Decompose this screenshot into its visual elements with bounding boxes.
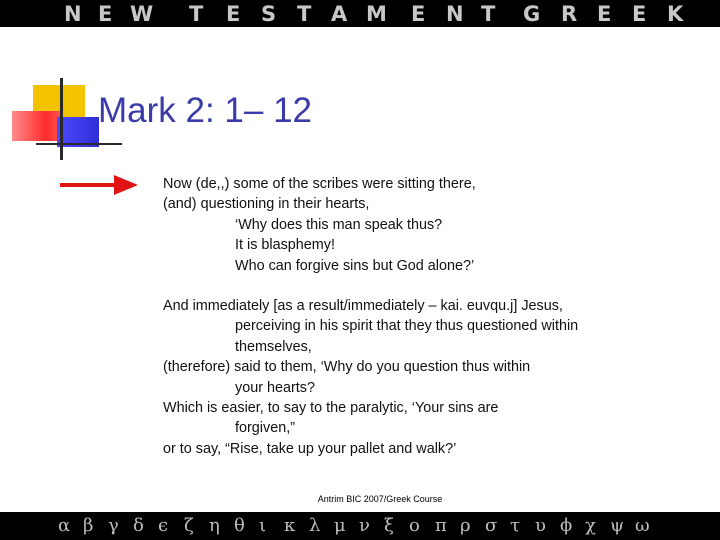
header-letter: N: [64, 2, 82, 26]
header-letter: E: [632, 2, 647, 26]
greek-letter: ο: [409, 515, 420, 536]
greek-letter: τ: [510, 515, 520, 536]
header-letter: T: [297, 2, 312, 26]
logo-red-square: [12, 111, 60, 141]
header-letter: K: [667, 2, 684, 26]
greek-letter: ϕ: [560, 515, 573, 536]
greek-letter: σ: [485, 515, 498, 536]
passage-line: (therefore) said to them, ‘Why do you question thus within: [163, 359, 531, 376]
passage-line: Now (de,,) some of the scribes were sitting there,: [163, 176, 476, 192]
passage-line: Which is easier, to say to the paralytic, ‘Your sins are: [163, 400, 499, 417]
greek-letter: α: [58, 515, 71, 536]
header-letter: G: [523, 2, 541, 26]
logo-vertical-line: [60, 78, 63, 160]
passage-line: or to say, “Rise, take up your pallet and walk?’: [163, 440, 457, 457]
header-letter: W: [130, 2, 154, 26]
greek-letter: λ: [309, 515, 321, 536]
greek-alphabet-bar: [0, 512, 720, 540]
slide-title: Mark 2: 1– 12: [98, 91, 312, 130]
greek-letter: κ: [284, 515, 296, 536]
header-letter: E: [226, 2, 241, 26]
greek-letter: χ: [585, 515, 596, 536]
greek-letter: δ: [133, 515, 144, 536]
greek-letter: γ: [108, 515, 119, 536]
passage-line: And immediately [as a result/immediately – kai. euvqu.j] Jesus,: [163, 298, 563, 315]
passage-text: [163, 174, 708, 459]
passage-line: perceiving in his spirit that they thus questioned within: [235, 318, 579, 335]
greek-letter: ϵ: [158, 515, 169, 536]
passage-line: ‘Why does this man speak thus?: [235, 216, 443, 233]
greek-letter: ρ: [460, 515, 471, 536]
passage-line: your hearts?: [235, 379, 315, 396]
logo-horizontal-line: [36, 143, 122, 145]
header-letter: S: [261, 2, 277, 26]
header-letter: E: [597, 2, 612, 26]
header-letter: R: [561, 2, 578, 26]
header-letter: E: [98, 2, 113, 26]
greek-letter: μ: [334, 515, 346, 536]
header-letter: A: [331, 2, 348, 26]
greek-letter: ψ: [610, 515, 625, 536]
greek-letter: π: [435, 515, 447, 536]
passage-line: forgiven,”: [235, 420, 295, 437]
header-title: [0, 0, 720, 27]
greek-letter: θ: [234, 515, 245, 536]
greek-letter: ι: [259, 515, 267, 536]
right-arrow-icon: [60, 174, 140, 196]
passage-line: It is blasphemy!: [235, 237, 335, 254]
passage-line: (and) questioning in their hearts,: [163, 196, 370, 213]
greek-letter: υ: [535, 515, 546, 536]
header-letter: E: [411, 2, 426, 26]
greek-letter: ξ: [384, 515, 394, 536]
header-letter: T: [481, 2, 496, 26]
greek-letter: ω: [635, 515, 650, 536]
header-letter: N: [446, 2, 464, 26]
greek-letter: η: [209, 515, 220, 536]
header-letter: M: [366, 2, 387, 26]
footer-credit: Antrim BIC 2007/Greek Course: [317, 494, 443, 504]
passage-line: themselves,: [235, 338, 312, 355]
greek-letter: β: [83, 515, 94, 536]
greek-letter: ζ: [184, 515, 194, 536]
header-letter: T: [189, 2, 204, 26]
greek-letter: ν: [359, 515, 370, 536]
passage-line: Who can forgive sins but God alone?’: [235, 257, 475, 274]
